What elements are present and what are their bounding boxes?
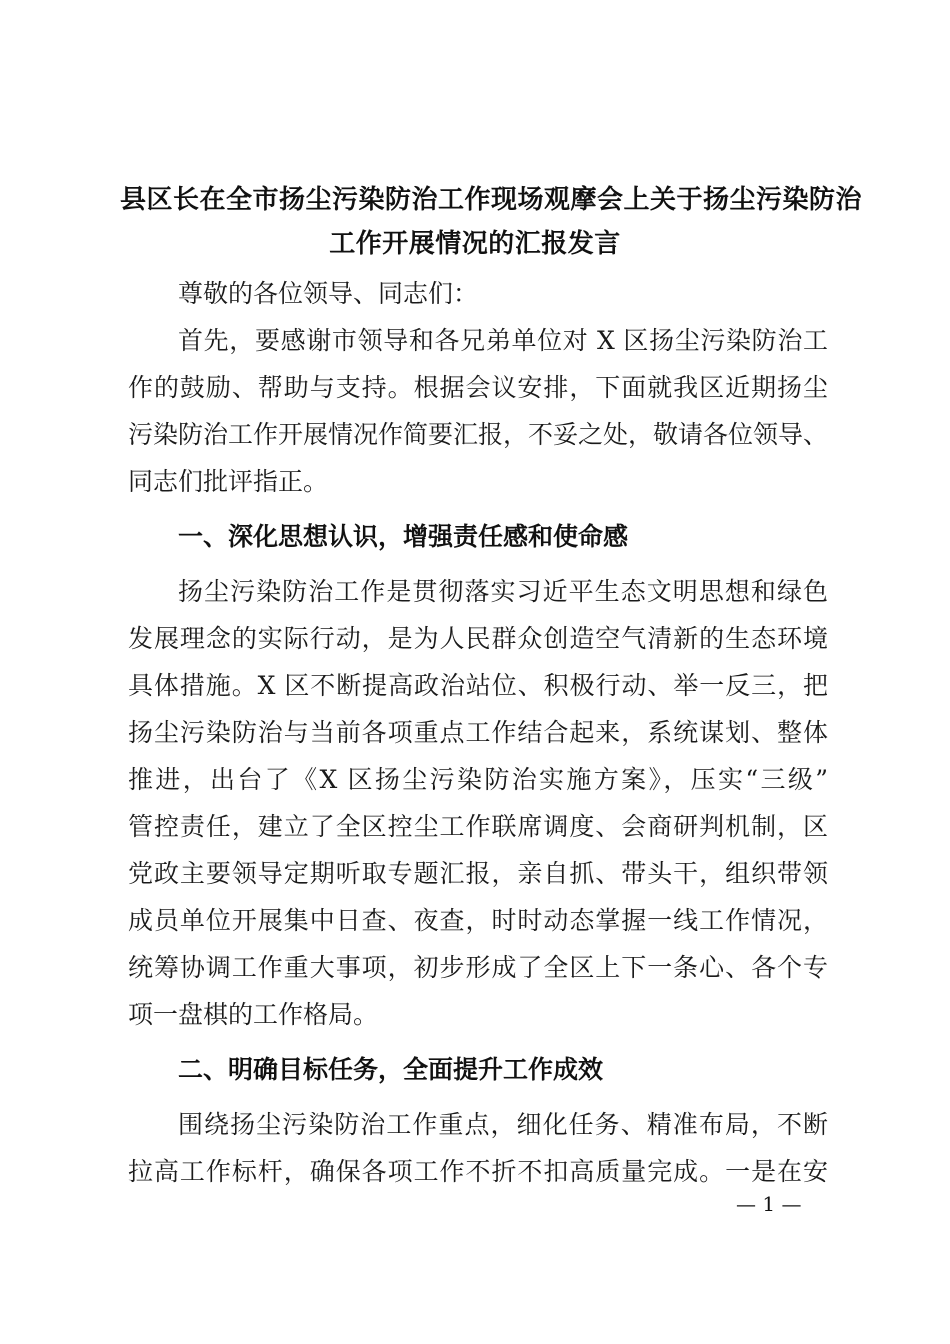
section-1-line: 扬尘污染防治与当前各项重点工作结合起来，系统谋划、整体 <box>128 718 828 747</box>
page-number: — 1 — <box>736 1192 802 1216</box>
section-1-heading: 一、深化思想认识，增强责任感和使命感 <box>178 522 629 551</box>
section-1-line: 扬尘污染防治工作是贯彻落实习近平生态文明思想和绿色 <box>178 577 828 606</box>
section-1-line: 推进，出台了《X 区扬尘污染防治实施方案》，压实“三级” <box>128 765 828 794</box>
section-1-line: 具体措施。X 区不断提高政治站位、积极行动、举一反三，把 <box>128 671 828 700</box>
section-2-heading: 二、明确目标任务，全面提升工作成效 <box>178 1055 604 1084</box>
section-1-line: 党政主要领导定期听取专题汇报，亲自抓、带头干，组织带领 <box>128 859 828 888</box>
title-line-1: 县区长在全市扬尘污染防治工作现场观摩会上关于扬尘污染防治 <box>120 185 863 215</box>
intro-line: 污染防治工作开展情况作简要汇报，不妥之处，敬请各位领导、 <box>128 420 829 449</box>
salutation: 尊敬的各位领导、同志们： <box>178 279 479 308</box>
title-line-2: 工作开展情况的汇报发言 <box>329 229 621 259</box>
section-2-line: 拉高工作标杆，确保各项工作不折不扣高质量完成。一是在安 <box>128 1157 828 1186</box>
section-1-line: 管控责任，建立了全区控尘工作联席调度、会商研判机制，区 <box>128 812 828 841</box>
document-body <box>128 270 828 1195</box>
intro-line: 同志们批评指正。 <box>128 467 329 496</box>
section-1-line: 统筹协调工作重大事项，初步形成了全区上下一条心、各个专 <box>128 953 828 982</box>
section-1-line: 项一盘棋的工作格局。 <box>128 1000 379 1029</box>
intro-line: 首先，要感谢市领导和各兄弟单位对 X 区扬尘污染防治工 <box>178 326 828 355</box>
section-2-line: 围绕扬尘污染防治工作重点，细化任务、精准布局，不断 <box>178 1110 828 1139</box>
section-1-line: 发展理念的实际行动，是为人民群众创造空气清新的生态环境 <box>128 624 828 653</box>
section-1-line: 成员单位开展集中日查、夜查，时时动态掌握一线工作情况， <box>128 906 828 935</box>
intro-line: 作的鼓励、帮助与支持。根据会议安排，下面就我区近期扬尘 <box>128 373 828 402</box>
document-title <box>120 178 863 266</box>
